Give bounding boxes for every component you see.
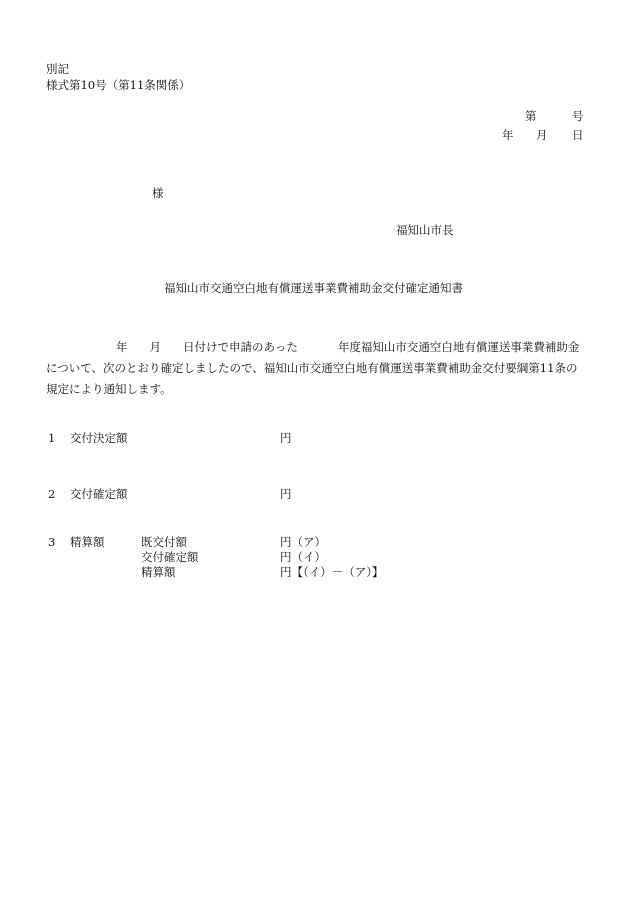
body-day-phrase: 日付けで申請のあった (183, 340, 298, 354)
item-label: 精算額 (70, 535, 105, 549)
settlement-row-label: 交付確定額 (141, 550, 199, 564)
item-number: 2 (48, 487, 56, 501)
item-label: 交付確定額 (70, 487, 128, 501)
item-number: 1 (48, 431, 56, 445)
form-number: 様式第10号（第11条関係） (46, 78, 191, 92)
doc-number-go: 号 (572, 109, 584, 123)
item-number: 3 (48, 535, 56, 549)
settlement-row-label: 精算額 (141, 565, 176, 579)
item-label: 交付決定額 (70, 431, 128, 445)
item-unit: 円 (280, 431, 292, 445)
body-month: 月 (149, 340, 161, 354)
item-unit: 円 (280, 487, 292, 501)
settlement-row-value: 円【（イ）－（ア）】 (280, 565, 384, 579)
date-year: 年 (502, 128, 514, 142)
settlement-row-value: 円（ア） (280, 535, 326, 549)
document-title: 福知山市交通空白地有償運送事業費補助金交付確定通知書 (164, 281, 463, 295)
date-day: 日 (572, 128, 584, 142)
body-year: 年 (116, 340, 128, 354)
addressee-sama: 様 (152, 186, 164, 200)
settlement-row-value: 円（イ） (280, 550, 326, 564)
annex-label: 別記 (46, 62, 69, 76)
doc-number-dai: 第 (525, 109, 537, 123)
body-paragraph (46, 337, 586, 400)
body-rest: 年度福知山市交通空白地有償運送事業費補助金について、次のとおり確定しましたので、福知山市交通空白地有償運送事業費補助金交付要綱第11条の規定により通知します。 (46, 340, 580, 396)
sender-name: 福知山市長 (396, 223, 454, 237)
settlement-row-label: 既交付額 (141, 535, 187, 549)
date-month: 月 (536, 128, 548, 142)
